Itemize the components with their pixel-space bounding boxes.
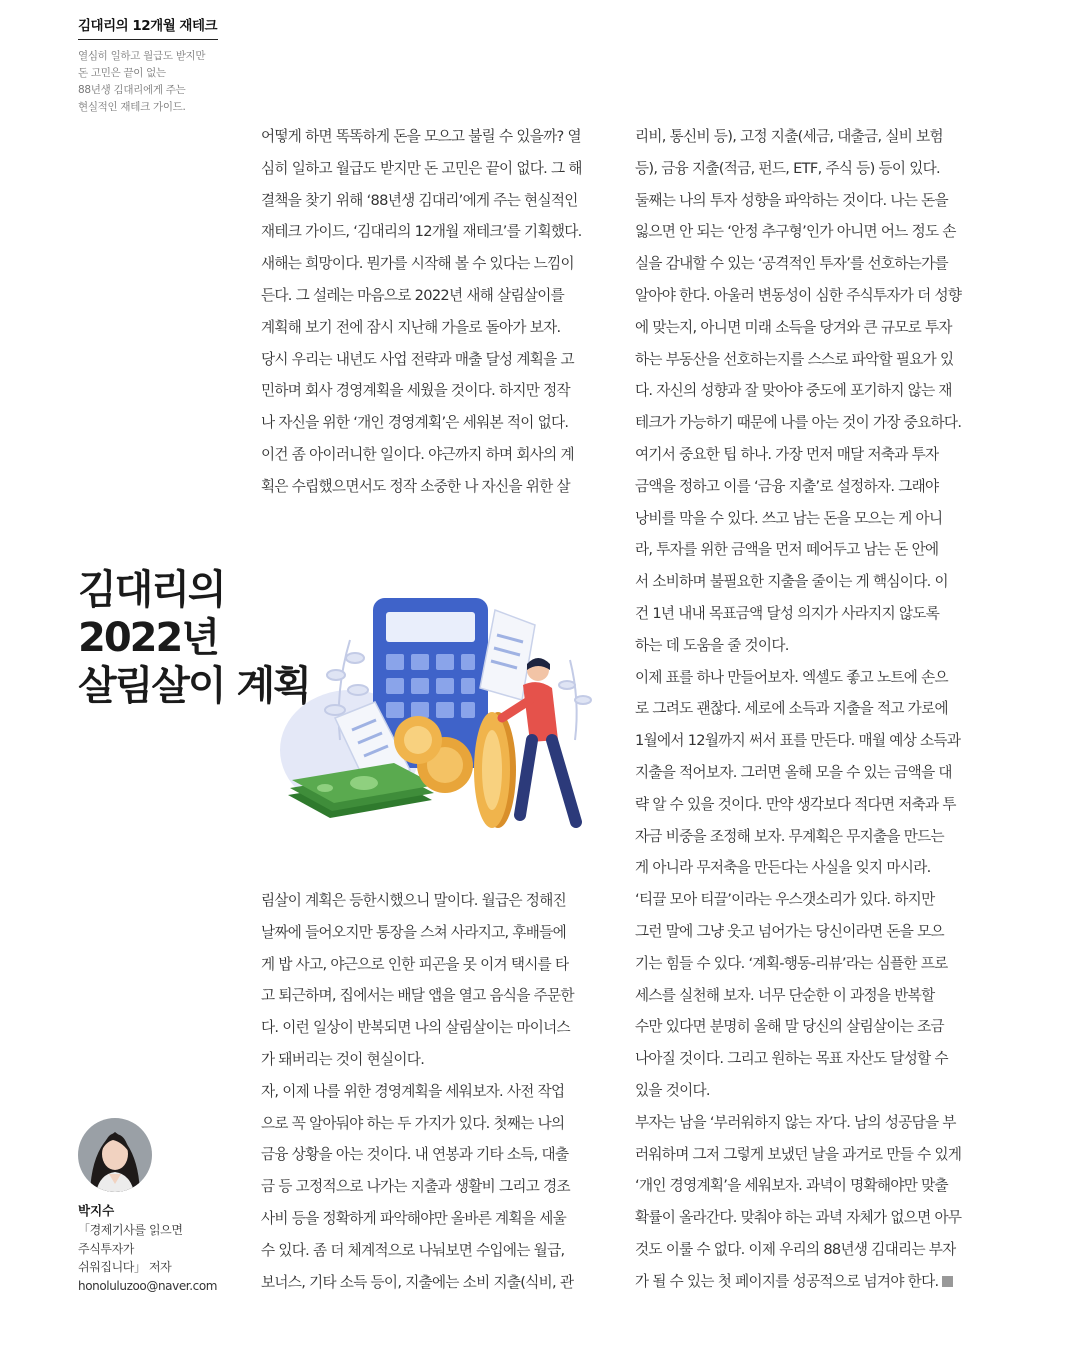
body-line: 러워하며 그저 그렇게 보냈던 날을 과거로 만들 수 있게 — [635, 1145, 962, 1163]
body-line: 날짜에 들어오지만 통장을 스쳐 사라지고, 후배들에 — [261, 923, 566, 941]
body-line: 둘째는 나의 투자 성향을 파악하는 것이다. 나는 돈을 — [635, 191, 948, 209]
headline-line: 살림살이 계획 — [78, 663, 310, 709]
body-line: 이건 좀 아이러니한 일이다. 야근까지 하며 회사의 계 — [261, 445, 574, 463]
body-line: 잃으면 안 되는 ‘안정 추구형’인가 아니면 어느 정도 손 — [635, 223, 956, 241]
body-line: 수만 있다면 분명히 올해 말 당신의 살림살이는 조금 — [635, 1018, 944, 1036]
end-mark-icon — [942, 1276, 953, 1287]
body-line: 당시 우리는 내년도 사업 전략과 매출 달성 계획을 고 — [261, 350, 574, 368]
body-line: 자, 이제 나를 위한 경영계획을 세워보자. 사전 작업 — [261, 1082, 565, 1100]
body-line: 서 소비하며 불필요한 지출을 줄이는 게 핵심이다. 이 — [635, 573, 948, 591]
body-line: 보너스, 기타 소득 등이, 지출에는 소비 지출(식비, 관 — [261, 1273, 574, 1291]
headline-line: 2022년 — [78, 615, 218, 661]
body-line-last — [635, 1266, 980, 1298]
avatar — [78, 1118, 152, 1192]
body-line: 1월에서 12월까지 써서 표를 만든다. 매월 예상 소득과 — [635, 732, 961, 750]
author-name: 박지수 — [78, 1203, 115, 1218]
body-line: 하는 부동산을 선호하는지를 스스로 파악할 필요가 있 — [635, 350, 954, 368]
body-line: 림살이 계획은 등한시했으니 말이다. 월급은 정해진 — [261, 892, 566, 909]
article-column-2 — [635, 121, 980, 1297]
body-line: 있을 것이다. — [635, 1081, 710, 1099]
body-line: 테크가 가능하기 때문에 나를 아는 것이 가장 중요하다. — [635, 414, 962, 432]
body-line: 금액을 정하고 이를 ‘금융 지출’로 설정하자. 그래야 — [635, 477, 939, 495]
author-block — [78, 1118, 238, 1295]
series-header — [78, 14, 218, 116]
body-line: 확률이 올라간다. 맞춰야 하는 과녁 자체가 없으면 아무 — [635, 1209, 962, 1227]
series-title: 김대리의 12개월 재테크 — [78, 14, 218, 40]
body-line: 으로 꼭 알아둬야 하는 두 가지가 있다. 첫째는 나의 — [261, 1114, 565, 1132]
body-line: 다. 자신의 성향과 잘 맞아야 중도에 포기하지 않는 재 — [635, 382, 952, 400]
body-line: 알아야 한다. 아울러 변동성이 심한 주식투자가 더 성향 — [635, 286, 962, 304]
body-line: 것도 이룰 수 없다. 이제 우리의 88년생 김대리는 부자 — [635, 1240, 956, 1258]
finance-illustration — [240, 590, 600, 840]
body-line: 새해는 희망이다. 뭔가를 시작해 볼 수 있다는 느낌이 — [261, 255, 574, 273]
body-line: 고 퇴근하며, 집에서는 배달 앱을 열고 음식을 주문한 — [261, 987, 574, 1005]
series-subtitle-line: 현실적인 재테크 가이드. — [78, 101, 186, 113]
article-column-1-top — [261, 121, 606, 503]
author-book-line: 주식투자가 — [78, 1241, 134, 1256]
headline-line: 김대리의 — [78, 567, 225, 613]
body-line: 로 그려도 괜찮다. 세로에 소득과 지출을 적고 가로에 — [635, 700, 948, 718]
body-line: 어떻게 하면 똑똑하게 돈을 모으고 불릴 수 있을까? 열 — [261, 128, 581, 145]
body-line: 략 알 수 있을 것이다. 만약 생각보다 적다면 저축과 투 — [635, 795, 956, 813]
body-line: 획은 수립했으면서도 정작 소중한 나 자신을 위한 살 — [261, 477, 570, 495]
body-line: 여기서 중요한 팁 하나. 가장 먼저 매달 저축과 투자 — [635, 445, 939, 463]
series-subtitle-line: 열심히 일하고 월급도 받지만 — [78, 50, 206, 62]
series-subtitle — [78, 48, 218, 116]
body-line: 금융 상황을 아는 것이다. 내 연봉과 기타 소득, 대출 — [261, 1146, 569, 1164]
calculator-coins-illustration — [240, 590, 600, 840]
body-line: 부자는 남을 ‘부러워하지 않는 자’다. 남의 성공담을 부 — [635, 1113, 956, 1131]
body-line: ‘개인 경영계획’을 세워보자. 과녁이 명확해야만 맞출 — [635, 1177, 948, 1195]
body-line: 사비 등을 정확하게 파악해야만 올바른 계획을 세울 — [261, 1209, 566, 1227]
body-line: 다. 이런 일상이 반복되면 나의 살림살이는 마이너스 — [261, 1019, 570, 1037]
author-email: honoluluzoo@naver.com — [78, 1278, 218, 1293]
body-line: ‘티끌 모아 티끌’이라는 우스갯소리가 있다. 하지만 — [635, 891, 935, 909]
body-line: 세스를 실천해 보자. 너무 단순한 이 과정을 반복할 — [635, 986, 935, 1004]
body-line: 가 돼버리는 것이 현실이다. — [261, 1050, 425, 1068]
body-line: 자금 비중을 조정해 보자. 무계획은 무지출을 만드는 — [635, 827, 944, 845]
body-line-last-text: 가 될 수 있는 첫 페이지를 성공적으로 넘겨야 한다. — [635, 1272, 939, 1290]
author-book-line: 「경제기사를 읽으면 — [78, 1223, 183, 1237]
body-line: 결책을 찾기 위해 ‘88년생 김대리’에게 주는 현실적인 — [261, 191, 578, 209]
body-line: 라, 투자를 위한 금액을 먼저 떼어두고 남는 돈 안에 — [635, 541, 939, 559]
body-line: 수 있다. 좀 더 체계적으로 나눠보면 수입에는 월급, — [261, 1241, 565, 1259]
body-line: 리비, 통신비 등), 고정 지출(세금, 대출금, 실비 보험 — [635, 128, 943, 145]
body-line: 금 등 고정적으로 나가는 지출과 생활비 그리고 경조 — [261, 1178, 570, 1196]
series-subtitle-line: 돈 고민은 끝이 없는 — [78, 67, 166, 79]
body-line: 낭비를 막을 수 있다. 쓰고 남는 돈을 모으는 게 아니 — [635, 509, 943, 527]
series-subtitle-line: 88년생 김대리에게 주는 — [78, 84, 186, 96]
body-line: 든다. 그 설레는 마음으로 2022년 새해 살림살이를 — [261, 286, 565, 304]
author-info — [78, 1221, 238, 1295]
body-line: 건 1년 내내 목표금액 달성 의지가 사라지지 않도록 — [635, 604, 940, 622]
article-column-1-bottom — [261, 885, 606, 1298]
body-line: 이제 표를 하나 만들어보자. 엑셀도 좋고 노트에 손으 — [635, 668, 948, 686]
body-line: 에 맞는지, 아니면 미래 소득을 당겨와 큰 규모로 투자 — [635, 318, 952, 336]
body-line: 지출을 적어보자. 그러면 올해 모을 수 있는 금액을 대 — [635, 763, 952, 781]
body-line: 등), 금융 지출(적금, 펀드, ETF, 주식 등) 등이 있다. — [635, 159, 940, 177]
body-line: 그런 말에 그냥 웃고 넘어가는 당신이라면 돈을 모으 — [635, 922, 944, 940]
body-line: 나아질 것이다. 그리고 원하는 목표 자산도 달성할 수 — [635, 1050, 948, 1068]
body-line: 실을 감내할 수 있는 ‘공격적인 투자’를 선호하는가를 — [635, 255, 948, 273]
body-line: 재테크 가이드, ‘김대리의 12개월 재테크’를 기획했다. — [261, 223, 582, 241]
body-line: 게 아니라 무저축을 만든다는 사실을 잊지 마시라. — [635, 859, 931, 877]
leaf-sprig-right-icon — [559, 660, 591, 740]
body-line: 기는 힘들 수 있다. ‘계획-행동-리뷰’라는 심플한 프로 — [635, 954, 948, 972]
body-line: 계획해 보기 전에 잠시 지난해 가을로 돌아가 보자. — [261, 318, 561, 336]
body-line: 민하며 회사 경영계획을 세웠을 것이다. 하지만 정작 — [261, 382, 570, 400]
author-book-line: 쉬워집니다」 저자 — [78, 1260, 172, 1274]
author-photo — [78, 1118, 152, 1192]
body-line: 하는 데 도움을 줄 것이다. — [635, 636, 789, 654]
body-line: 심히 일하고 월급도 받지만 돈 고민은 끝이 없다. 그 해 — [261, 159, 582, 177]
body-line: 게 밥 사고, 야근으로 인한 피곤을 못 이겨 택시를 타 — [261, 955, 569, 973]
body-line: 나 자신을 위한 ‘개인 경영계획’은 세워본 적이 없다. — [261, 414, 569, 432]
